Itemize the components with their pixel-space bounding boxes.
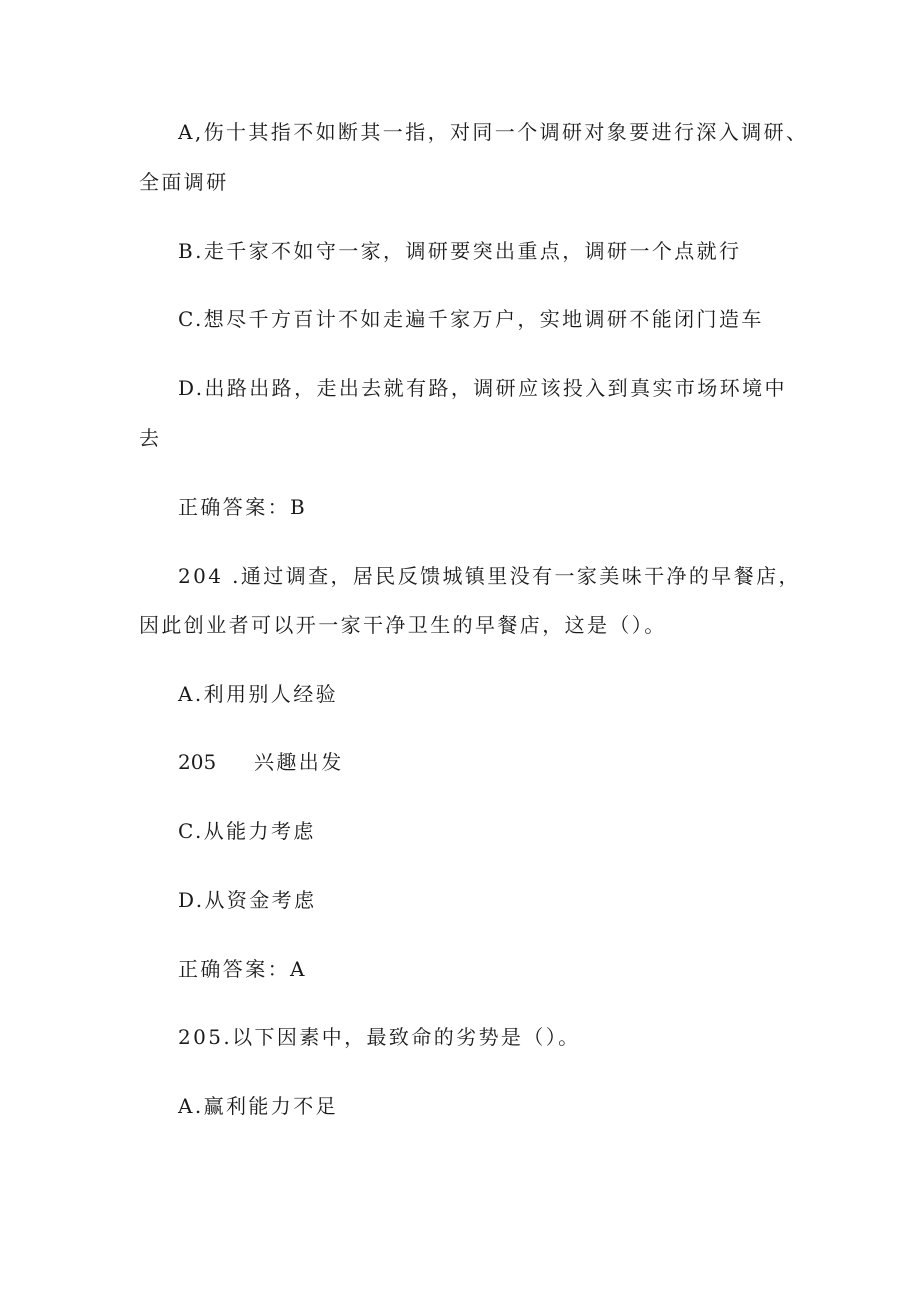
q203-option-d-line1: D.出路出路，走出去就有路，调研应该投入到真实市场环境中 <box>178 376 787 400</box>
q204-option-d: D.从资金考虑 <box>178 888 317 912</box>
q203-option-b: B.走千家不如守一家，调研要突出重点，调研一个点就行 <box>178 239 742 263</box>
q204-option-c: C.从能力考虑 <box>178 819 316 843</box>
q204-option-a: A.利用别人经验 <box>178 682 339 706</box>
q205-question: 205.以下因素中，最致命的劣势是（）。 <box>178 1025 581 1049</box>
garbled-text: 兴趣出发 <box>254 750 344 774</box>
q203-option-a-line2: 全面调研 <box>139 170 229 194</box>
q204-option-b-garbled <box>178 750 344 774</box>
q204-answer: 正确答案：A <box>178 957 307 981</box>
q205-option-a: A.赢利能力不足 <box>178 1094 339 1118</box>
q204-question-line1: 204 .通过调查，居民反馈城镇里没有一家美味干净的早餐店， <box>178 564 801 588</box>
q203-option-c: C.想尽千方百计不如走遍千家万户，实地调研不能闭门造车 <box>178 307 764 331</box>
q203-option-a-line1: A,伤十其指不如断其一指，对同一个调研对象要进行深入调研、 <box>178 120 809 144</box>
q203-answer: 正确答案：B <box>178 495 308 519</box>
q204-question-line2: 因此创业者可以开一家干净卫生的早餐店，这是（）。 <box>139 613 667 637</box>
garbled-number: 205 <box>178 750 217 774</box>
q203-option-d-line2: 去 <box>139 426 162 450</box>
